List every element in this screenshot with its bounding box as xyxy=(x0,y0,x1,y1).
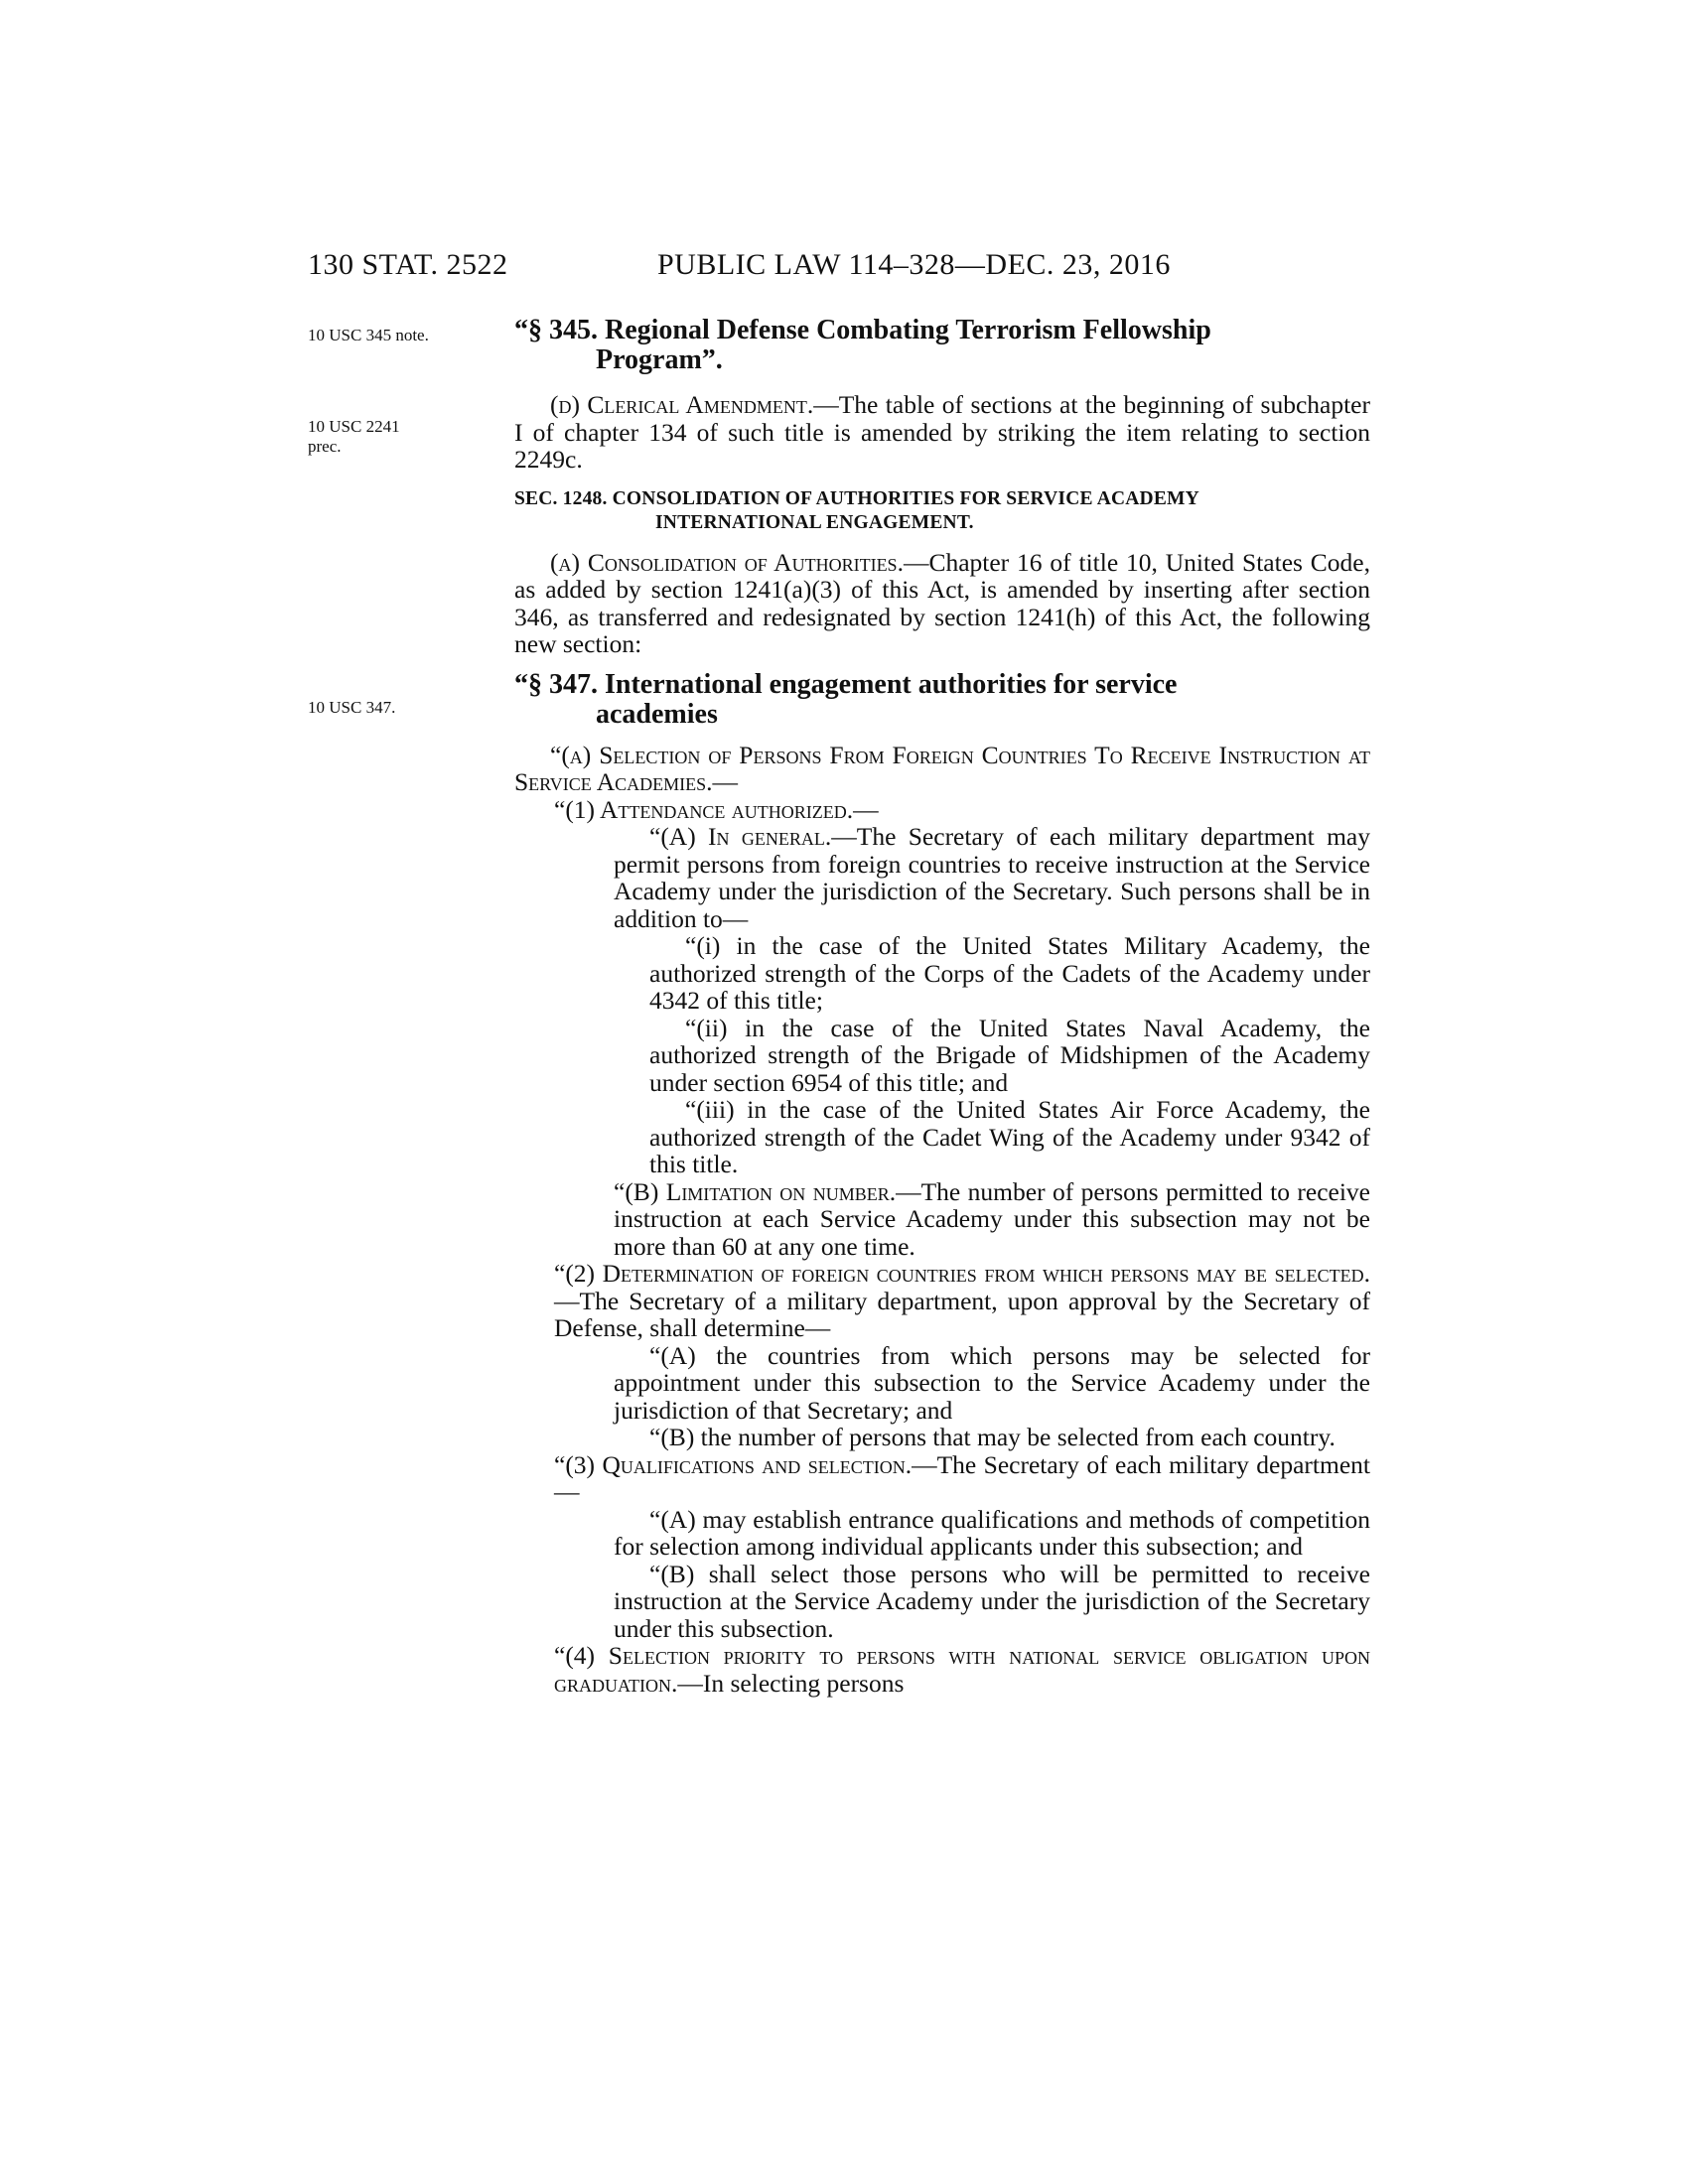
section-1248-heading xyxy=(514,487,1370,535)
section-345-title-line2: Program”. xyxy=(596,344,723,375)
paragraph-4-label: “(4) Selection priority to persons with national service obligation upon graduation. xyxy=(554,1641,1370,1698)
law-title: PUBLIC LAW 114–328—DEC. 23, 2016 xyxy=(657,248,1171,281)
main-text xyxy=(514,316,1370,1697)
consolidation-text: —Chapter 16 of title 10, United States Code, as added by section 1241(a)(3) of this Act, is amended by inserting after section 346, as transferred and redesignated by section 1241(h) of this Act, the following new section: xyxy=(514,547,1371,658)
paragraph-2-label: “(2) Determination of foreign countries from which persons may be selected. xyxy=(554,1259,1370,1288)
clerical-amendment-label: (d) Clerical Amendment. xyxy=(550,390,814,419)
clause-iii: “(iii) in the case of the United States Air Force Academy, the authorized strength of the Cadet Wing of the Academy under 9342 of this title. xyxy=(649,1095,1370,1178)
subparagraph-3B: “(B) shall select those persons who will be permitted to receive instruction at the Service Academy under the jurisdiction of the Secretary under this subsection. xyxy=(614,1559,1370,1643)
section-347-number: “§ 347. xyxy=(514,668,598,700)
subparagraph-1A xyxy=(614,823,1370,932)
margin-note-345: 10 USC 345 note. xyxy=(308,326,429,344)
subparagraph-3A: “(A) may establish entrance qualifications and methods of competition for selection among individual applicants under this subsection; and xyxy=(614,1504,1370,1561)
section-1248-line1: SEC. 1248. CONSOLIDATION OF AUTHORITIES FOR SERVICE ACADEMY xyxy=(514,487,1199,509)
clerical-amendment-paragraph xyxy=(514,391,1370,474)
paragraph-1-heading xyxy=(554,796,1370,824)
paragraph-1-label: “(1) Attendance authorized. xyxy=(554,794,854,824)
subparagraph-1B-text: —The number of persons permitted to receive instruction at each Service Academy under this subsection may not be more than 60 at any one time. xyxy=(614,1176,1370,1261)
consolidation-paragraph xyxy=(514,549,1370,658)
subparagraph-1B-label: “(B) Limitation on number. xyxy=(614,1176,897,1206)
section-345-title-line1: Regional Defense Combating Terrorism Fellowship xyxy=(605,315,1211,345)
subsection-a-label: “(a) Selection of Persons From Foreign Countries To Receive Instruction at Service Academies. xyxy=(514,740,1370,796)
page-reference: 130 STAT. 2522 xyxy=(308,248,508,281)
paragraph-1-dash: — xyxy=(853,794,879,824)
section-345-number: “§ 345. xyxy=(514,315,598,345)
subparagraph-1B xyxy=(614,1178,1370,1261)
section-347-heading xyxy=(514,670,1370,730)
clause-ii: “(ii) in the case of the United States Naval Academy, the authorized strength of the Brigade of Midshipmen of the Academy under section 6954 of this title; and xyxy=(649,1013,1370,1097)
paragraph-3 xyxy=(554,1451,1370,1506)
subsection-a-dash: — xyxy=(712,767,738,796)
subparagraph-1A-text: —The Secretary of each military department may permit persons from foreign countries to receive instruction at the Service Academy under the jurisdiction of the Secretary. Such persons shall be in addition to— xyxy=(614,822,1371,933)
paragraph-3-label: “(3) Qualifications and selection. xyxy=(554,1449,913,1479)
section-1248-line2: INTERNATIONAL ENGAGEMENT. xyxy=(655,511,974,533)
page-header xyxy=(308,248,1241,288)
clerical-amendment-text: —The table of sections at the beginning of subchapter I of chapter 134 of such title is amended by striking the item relating to section 2249c. xyxy=(514,390,1370,474)
subparagraph-1A-label: “(A) In general. xyxy=(649,822,832,851)
margin-note-2241-line1: 10 USC 2241 xyxy=(308,417,400,436)
margin-note-2241-line2: prec. xyxy=(308,437,342,456)
paragraph-2-text: —The Secretary of a military department, upon approval by the Secretary of Defense, shall determine— xyxy=(554,1286,1370,1342)
section-345-heading xyxy=(514,316,1370,375)
subparagraph-2B: “(B) the number of persons that may be selected from each country. xyxy=(649,1423,1336,1451)
paragraph-3-text: —The Secretary of each military department— xyxy=(554,1449,1370,1506)
clause-i: “(i) in the case of the United States Military Academy, the authorized strength of the Corps of the Cadets of the Academy under 4342 of this title; xyxy=(649,931,1370,1015)
paragraph-2 xyxy=(554,1260,1370,1342)
margin-note-2241 xyxy=(308,417,496,457)
section-347-title-line2: academies xyxy=(596,698,718,730)
section-347-title-line1: International engagement authorities for service xyxy=(605,668,1178,700)
paragraph-4 xyxy=(554,1642,1370,1697)
subsection-a xyxy=(514,742,1370,796)
margin-note-347: 10 USC 347. xyxy=(308,698,396,717)
paragraph-4-text: —In selecting persons xyxy=(677,1668,905,1698)
subparagraph-2A: “(A) the countries from which persons may be selected for appointment under this subsection to the Service Academy under the jurisdiction of that Secretary; and xyxy=(614,1340,1370,1425)
consolidation-label: (a) Consolidation of Authorities. xyxy=(550,547,904,577)
